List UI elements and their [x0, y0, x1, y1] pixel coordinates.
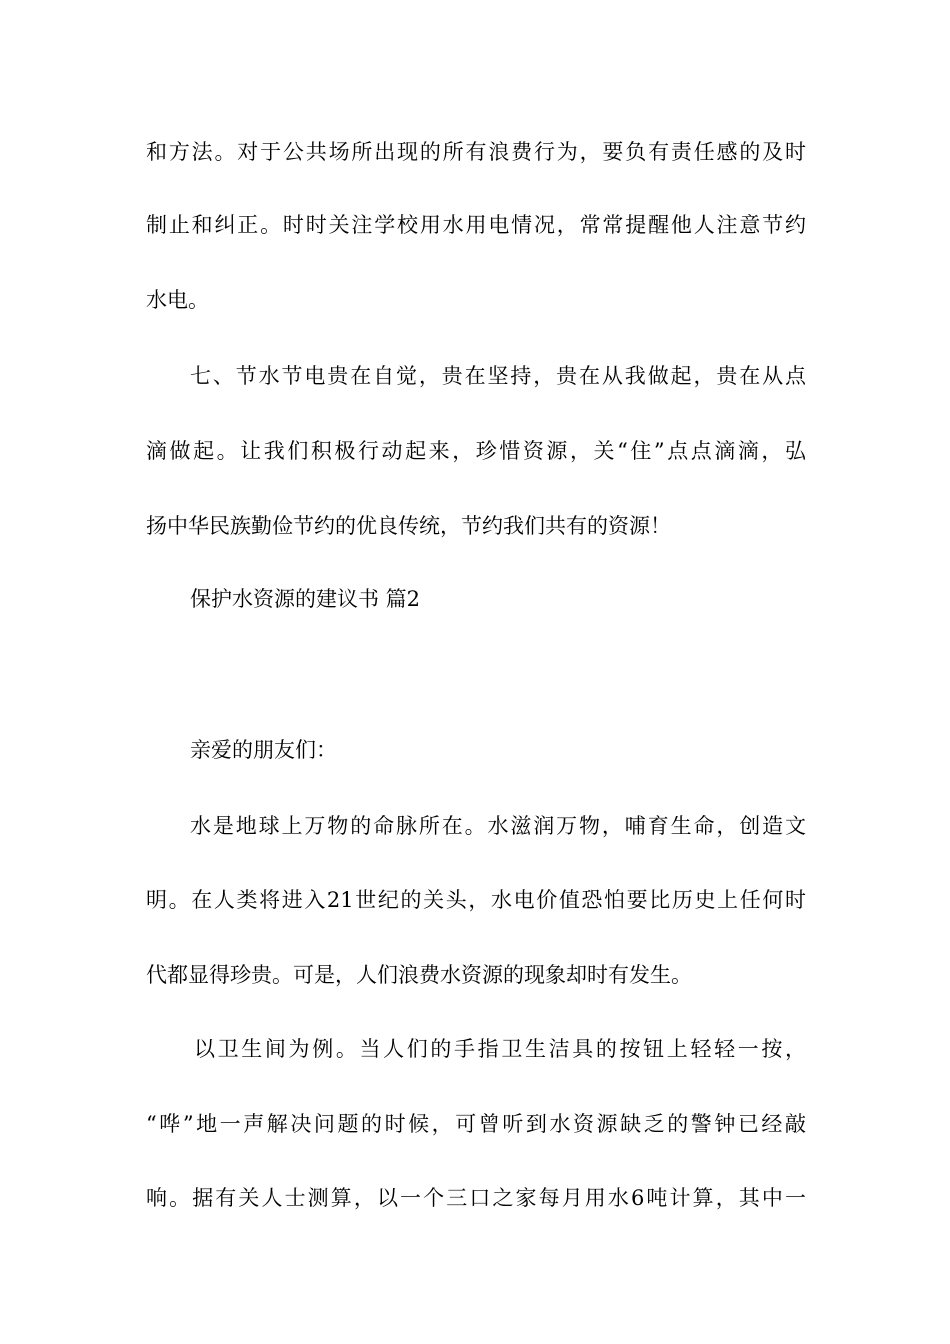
paragraph-line: 滴做起。让我们积极行动起来，珍惜资源，关“住”点点滴滴，弘: [146, 439, 806, 463]
paragraph-line: 明。在人类将进入21世纪的关头，水电价值恐怕要比历史上任何时: [146, 888, 806, 912]
paragraph-line: “哗”地一声解决问题的时候，可曾听到水资源缺乏的警钟已经敲: [146, 1112, 806, 1136]
salutation: 亲爱的朋友们：: [190, 738, 337, 762]
paragraph-line: 和方法。对于公共场所出现的所有浪费行为，要负有责任感的及时: [146, 140, 806, 164]
paragraph-line: 七、节水节电贵在自觉，贵在坚持，贵在从我做起，贵在从点: [190, 364, 806, 388]
paragraph-line: 以卫生间为例。当人们的手指卫生洁具的按钮上轻轻一按，: [194, 1037, 806, 1061]
paragraph-line: 扬中华民族勤俭节约的优良传统，节约我们共有的资源！: [146, 514, 671, 538]
paragraph-line: 制止和纠正。时时关注学校用水用电情况，常常提醒他人注意节约: [146, 213, 806, 237]
paragraph-line: 水是地球上万物的命脉所在。水滋润万物，哺育生命，创造文: [190, 814, 806, 838]
paragraph-line: 代都显得珍贵。可是，人们浪费水资源的现象却时有发生。: [146, 963, 692, 987]
section-heading: 保护水资源的建议书 篇2: [190, 587, 421, 611]
paragraph-line: 响。据有关人士测算，以一个三口之家每月用水6吨计算，其中一: [146, 1186, 806, 1210]
paragraph-line: 水电。: [146, 288, 209, 312]
